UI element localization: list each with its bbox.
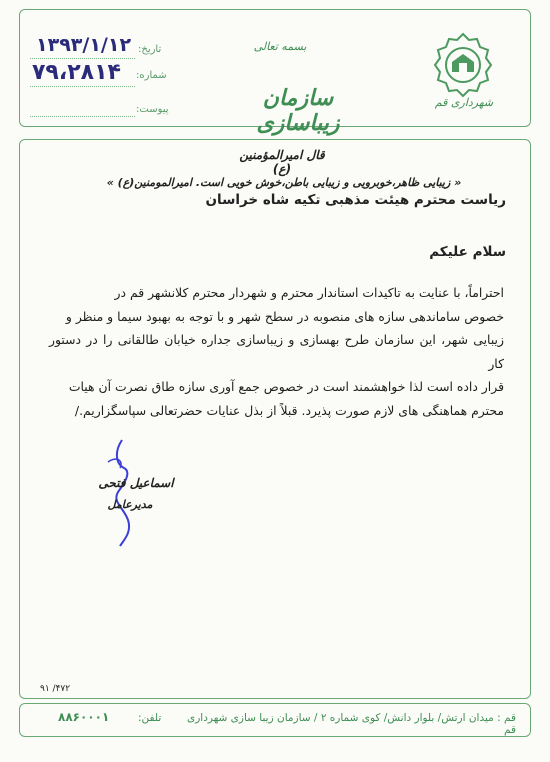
body-line: محترم هماهنگی های لازم صورت پذیرد. قبلاً از بذل عنایات حضرتعالی سپاسگزاریم./ xyxy=(74,402,504,418)
bismillah: بسمه تعالی xyxy=(253,40,307,53)
footer-address: قم : میدان ارتش/ بلوار دانش/ کوی شماره ۲ / سازمان زیبا سازی شهرداری قم xyxy=(187,712,516,736)
greeting: سلام علیکم xyxy=(429,244,506,260)
quote-text: « زیبایی ظاهر،خوبرویی و زیبایی باطن،خوش خویی است. امیرالمومنین(ع) » xyxy=(106,176,462,189)
date-value: ۱۳۹۳/۱/۱۲ xyxy=(36,34,132,56)
attachment-line xyxy=(30,116,135,117)
date-line xyxy=(30,58,135,59)
body-line: احتراماً، با عنایت به تاکیدات استاندار محترم و شهردار محترم کلانشهر قم در xyxy=(114,285,504,300)
letter-body xyxy=(49,281,504,422)
signer-name: اسماعیل فتحی xyxy=(98,476,174,490)
recipient: ریاست محترم هیئت مذهبی تکیه شاه خراسان xyxy=(205,192,506,208)
number-line xyxy=(30,86,135,87)
number-label: شماره: xyxy=(136,70,167,81)
attachment-label: پیوست: xyxy=(136,104,169,115)
body-line: قرار داده است لذا خواهشمند است در خصوص جمع آوری سازه طاق نصرت آن هیات xyxy=(68,379,504,394)
org-name: سازمان زیباسازی xyxy=(256,86,340,136)
signer-title: مدیرعامل xyxy=(107,498,153,511)
number-value: ۷۹،۲۸۱۴ xyxy=(32,60,121,85)
form-code: ۴۷۲/ ۹۱ xyxy=(40,684,71,694)
phone-value: ۸۸۶۰۰۰۱ xyxy=(58,710,110,724)
signature-scribble-icon xyxy=(94,432,154,552)
quote-heading: قال امیرالمؤمنین (ع) xyxy=(239,148,325,176)
phone-label: تلفن: xyxy=(138,712,162,724)
logo-caption: شهرداری قم xyxy=(434,96,494,109)
body-line: خصوص ساماندهی سازه های منصوبه در سطح شهر و با توجه به بهبود سیما و منظر و xyxy=(65,308,504,324)
body-line: زیبایی شهر، این سازمان طرح بهسازی و زیباسازی جداره خیابان طالقانی را در دستور کار xyxy=(49,332,504,371)
date-label: تاریخ: xyxy=(138,44,162,55)
